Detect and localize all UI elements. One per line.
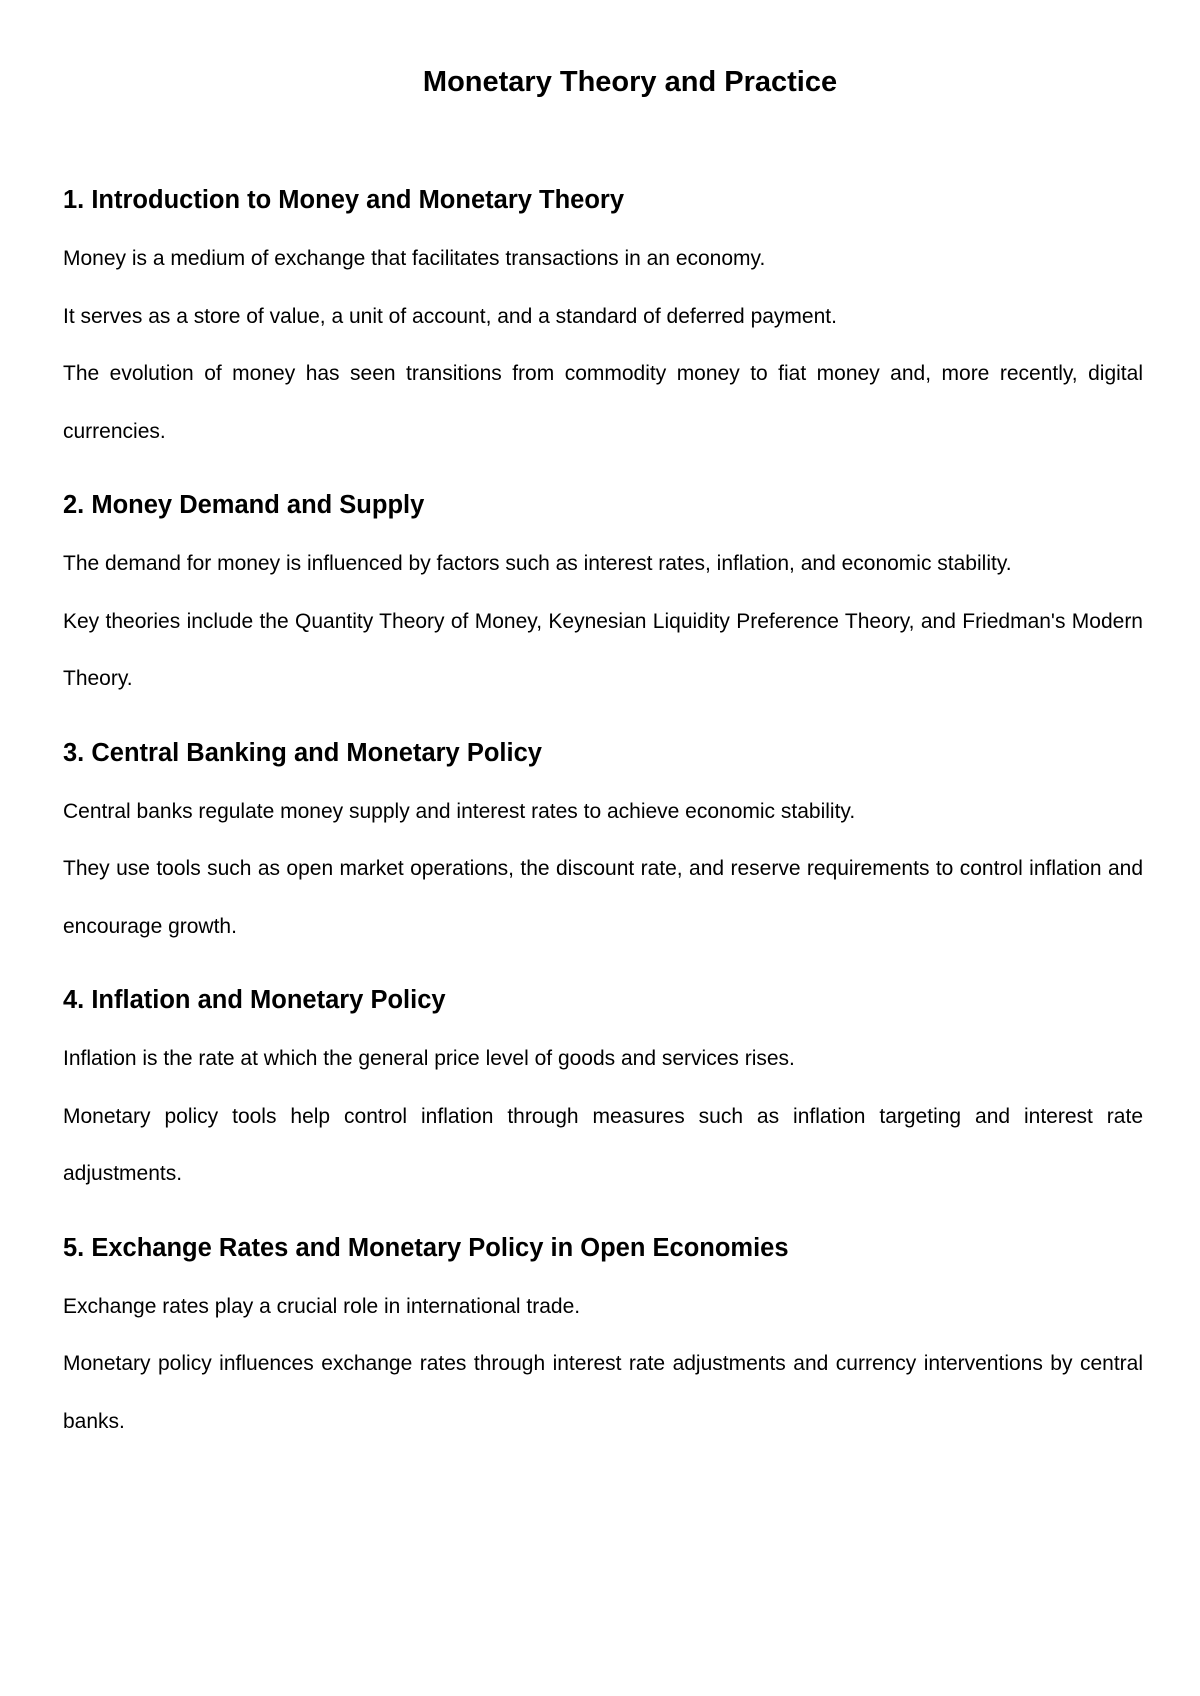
paragraph: Inflation is the rate at which the general price level of goods and services rises. xyxy=(63,1047,795,1070)
section-money-demand-supply xyxy=(63,483,1143,708)
section-heading: 4. Inflation and Monetary Policy xyxy=(63,986,446,1014)
paragraph: They use tools such as open market operations, the discount rate, and reserve requirements to control inflation and encourage growth. xyxy=(63,857,1143,938)
paragraph: The demand for money is influenced by factors such as interest rates, inflation, and economic stability. xyxy=(63,552,1012,575)
paragraph: The evolution of money has seen transitions from commodity money to fiat money and, more recently, digital currencies. xyxy=(63,362,1143,443)
section-inflation xyxy=(63,978,1143,1203)
paragraph: Exchange rates play a crucial role in international trade. xyxy=(63,1294,581,1318)
document-body xyxy=(63,178,1143,1450)
paragraph: Money is a medium of exchange that facilitates transactions in an economy. xyxy=(63,247,766,270)
paragraph: Monetary policy tools help control inflation through measures such as inflation targeting and interest rate adjustments. xyxy=(63,1104,1143,1185)
paragraph: It serves as a store of value, a unit of account, and a standard of deferred payment. xyxy=(63,304,837,328)
section-exchange-rates xyxy=(63,1226,1143,1451)
section-heading: 2. Money Demand and Supply xyxy=(63,491,425,519)
paragraph: Key theories include the Quantity Theory of Money, Keynesian Liquidity Preference Theory, and Friedman's Modern Theory. xyxy=(63,609,1143,690)
section-central-banking xyxy=(63,731,1143,956)
section-heading: 3. Central Banking and Monetary Policy xyxy=(63,738,542,767)
section-heading: 5. Exchange Rates and Monetary Policy in Open Economies xyxy=(63,1233,789,1262)
paragraph: Central banks regulate money supply and interest rates to achieve economic stability. xyxy=(63,799,856,823)
document-title: Monetary Theory and Practice xyxy=(422,66,838,98)
section-introduction xyxy=(63,178,1143,460)
section-heading: 1. Introduction to Money and Monetary Theory xyxy=(63,186,625,214)
paragraph: Monetary policy influences exchange rates through interest rate adjustments and currency interventions by central banks. xyxy=(63,1352,1143,1433)
